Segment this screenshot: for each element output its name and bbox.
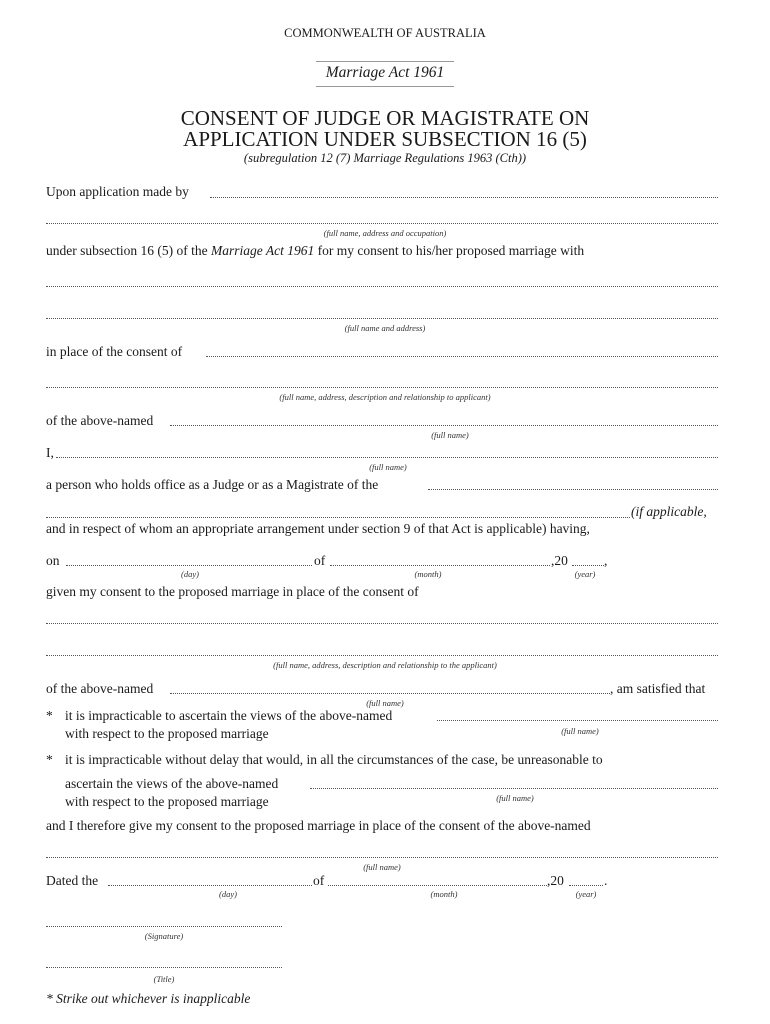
hint-partner: (full name and address) [344,323,426,333]
hint-month-1: (month) [414,569,442,579]
with-respect-text-2: with respect to the proposed marriage [65,794,269,809]
partner-field-line1[interactable] [46,286,718,287]
under-subsection-pre: under subsection 16 (5) of the [46,243,211,258]
consent-person-2-field-line1[interactable] [46,623,718,624]
act-rule-bottom [316,86,454,87]
hint-full-name-1: (full name) [431,430,469,440]
comma-1: , [604,553,608,568]
given-consent-text: given my consent to the proposed marriage in place of the consent of [46,584,419,599]
act-heading: Marriage Act 1961 [325,64,445,81]
hint-title: (Title) [153,974,175,984]
form-title-line1: CONSENT OF JUDGE OR MAGISTRATE ON [180,106,590,130]
hint-full-name-3: (full name) [366,698,404,708]
consent-person-field-line1[interactable] [206,356,718,357]
upon-application-label: Upon application made by [46,184,189,199]
form-subtitle: (subregulation 12 (7) Marriage Regulations 1963 (Cth)) [243,151,527,165]
above-named-label-2: of the above-named [46,681,154,696]
am-satisfied-text: , am satisfied that [610,681,706,696]
dated-the-label: Dated the [46,873,99,888]
i-label: I, [46,445,54,460]
strike-out-note: * Strike out whichever is inapplicable [46,991,251,1006]
impracticable-text-1: it is impracticable to ascertain the views of the above-named [65,708,393,723]
form-title-line2: APPLICATION UNDER SUBSECTION 16 (5) [183,127,587,151]
consent-person-2-field-line2[interactable] [46,655,718,656]
hint-day-2: (day) [219,889,237,899]
dated-period: . [604,873,608,888]
above-named-label-1: of the above-named [46,413,154,428]
therefore-give-text: and I therefore give my consent to the proposed marriage in place of the consent of the above-named [46,818,591,833]
in-place-of-label: in place of the consent of [46,344,183,359]
with-respect-text-1: with respect to the proposed marriage [65,726,269,741]
applicant-field-line1[interactable] [210,197,718,198]
impracticable-text-2: it is impracticable without delay that would, in all the circumstances of the case, be unreasonable to [65,752,603,767]
on-label: on [46,553,60,568]
ascertain-views-text: ascertain the views of the above-named [65,776,279,791]
above-named-field-2[interactable] [170,693,610,694]
star-2: * [46,752,53,767]
hint-day-1: (day) [181,569,199,579]
title-field[interactable] [46,967,282,968]
holds-office-label: a person who holds office as a Judge or as a Magistrate of the [46,477,379,492]
hint-month-2: (month) [430,889,458,899]
if-applicable-text: (if applicable, [631,504,707,519]
star-1: * [46,708,53,723]
hint-year-2: (year) [575,889,597,899]
hint-full-name-2: (full name) [369,462,407,472]
applicant-field-line2[interactable] [46,223,718,224]
hint-full-name-6: (full name) [363,862,401,872]
under-subsection-act: Marriage Act 1961 [210,243,315,258]
above-named-field-3[interactable] [437,720,718,721]
dated-day-field[interactable] [108,885,312,886]
arrangement-text: and in respect of whom an appropriate arrangement under section 9 of that Act is applicable) having, [46,521,590,536]
year-field-1[interactable] [572,565,604,566]
court-field-line1[interactable] [428,489,718,490]
hint-consent-person-2: (full name, address, description and relationship to the applicant) [273,660,497,670]
day-field-1[interactable] [66,565,312,566]
of-label-1: of [314,553,326,568]
hint-full-name-5: (full name) [496,793,534,803]
above-named-field-4[interactable] [310,788,718,789]
dated-twenty-label: ,20 [547,873,564,888]
twenty-label-1: ,20 [551,553,568,568]
act-rule-top [316,61,454,62]
judge-name-field[interactable] [56,457,718,458]
hint-year-1: (year) [574,569,596,579]
hint-applicant: (full name, address and occupation) [323,228,447,238]
month-field-1[interactable] [330,565,550,566]
above-named-field-1[interactable] [170,425,718,426]
above-named-field-5[interactable] [46,857,718,858]
hint-full-name-4: (full name) [561,726,599,736]
court-field-line2[interactable] [46,517,630,518]
dated-of-label: of [313,873,325,888]
signature-field[interactable] [46,926,282,927]
consent-person-field-line2[interactable] [46,387,718,388]
hint-consent-person: (full name, address, description and relationship to applicant) [279,392,491,402]
hint-signature: (Signature) [144,931,184,941]
under-subsection-post: for my consent to his/her proposed marriage with [314,243,585,258]
dated-year-field[interactable] [569,885,603,886]
dated-month-field[interactable] [328,885,547,886]
partner-field-line2[interactable] [46,318,718,319]
country-heading: COMMONWEALTH OF AUSTRALIA [284,26,486,40]
under-subsection-text [46,243,584,259]
